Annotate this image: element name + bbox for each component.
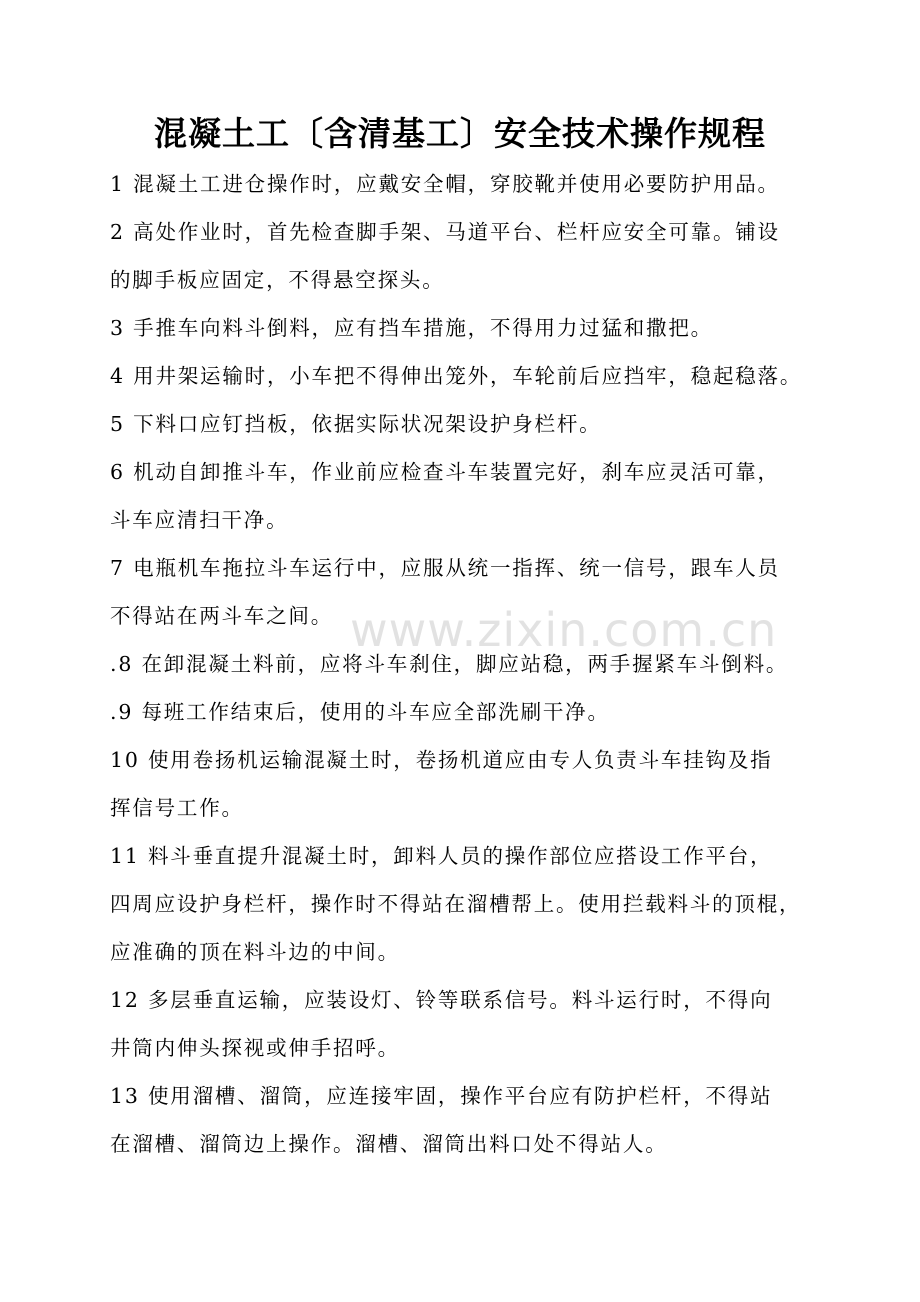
- text-line: 四周应设护身栏杆，操作时不得站在溜槽帮上。使用拦载料斗的顶棍，: [110, 892, 802, 916]
- text-line: 1 混凝土工进仓操作时，应戴安全帽，穿胶靴并使用必要防护用品。: [110, 172, 780, 196]
- text-line: 6 机动自卸推斗车，作业前应检查斗车装置完好，刹车应灵活可靠，: [110, 460, 780, 484]
- document-body: [110, 160, 840, 1168]
- watermark: www.zixin.com.cn: [350, 603, 778, 657]
- text-line: 5 下料口应钉挡板，依据实际状况架设护身栏杆。: [110, 412, 602, 436]
- text-line: 12 多层垂直运输，应装设灯、铃等联系信号。料斗运行时，不得向: [110, 988, 773, 1012]
- document-title: 混凝土工〔含清基工〕安全技术操作规程: [154, 114, 766, 153]
- text-line: 在溜槽、溜筒边上操作。溜槽、溜筒出料口处不得站人。: [110, 1132, 668, 1156]
- text-line: 3 手推车向料斗倒料，应有挡车措施，不得用力过猛和撒把。: [110, 316, 713, 340]
- text-line: 挥信号工作。: [110, 796, 244, 820]
- text-line: .8 在卸混凝土料前，应将斗车刹住，脚应站稳，两手握紧车斗倒料。: [110, 652, 789, 676]
- text-line: 10 使用卷扬机运输混凝土时，卷扬机道应由专人负责斗车挂钩及指: [110, 748, 773, 772]
- text-line: 13 使用溜槽、溜筒，应连接牢固，操作平台应有防护栏杆，不得站: [110, 1084, 773, 1108]
- text-line: 应准确的顶在料斗边的中间。: [110, 940, 400, 964]
- text-line: 的脚手板应固定，不得悬空探头。: [110, 268, 445, 292]
- text-line: 井筒内伸头探视或伸手招呼。: [110, 1036, 400, 1060]
- text-line: .9 每班工作结束后，使用的斗车应全部洗刷干净。: [110, 700, 610, 724]
- text-line: 斗车应清扫干净。: [110, 508, 289, 532]
- text-line: 4 用井架运输时，小车把不得伸出笼外，车轮前后应挡牢，稳起稳落。: [110, 364, 803, 388]
- text-line: 2 高处作业时，首先检查脚手架、马道平台、栏杆应安全可靠。铺设: [110, 220, 780, 244]
- text-line: 7 电瓶机车拖拉斗车运行中，应服从统一指挥、统一信号，跟车人员: [110, 556, 780, 580]
- text-line: 不得站在两斗车之间。: [110, 604, 333, 628]
- text-line: 11 料斗垂直提升混凝土时，卸料人员的操作部位应搭设工作平台，: [110, 844, 773, 868]
